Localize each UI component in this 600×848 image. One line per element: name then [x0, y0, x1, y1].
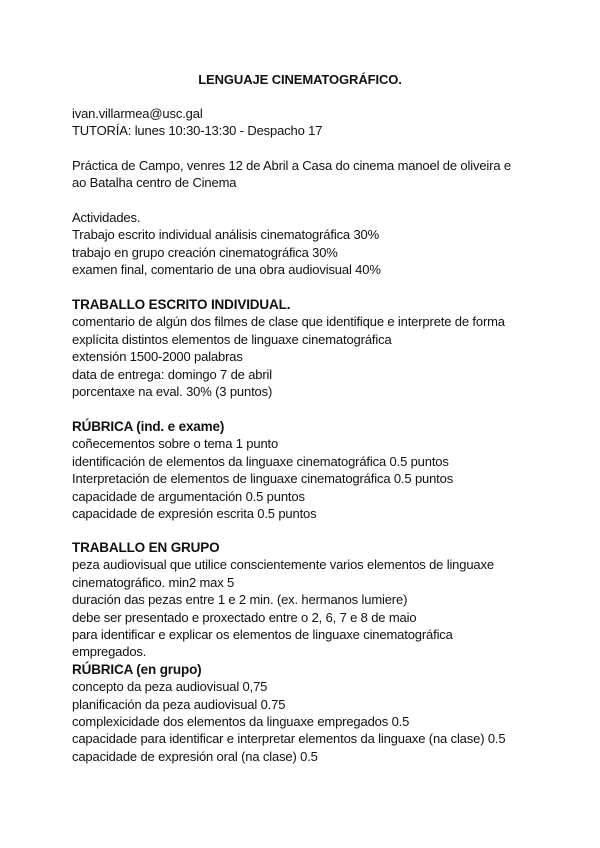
- section-line: duración das pezas entre 1 e 2 min. (ex. hermanos lumiere): [72, 592, 408, 608]
- actividad-item: trabajo en grupo creación cinematográfica 30%: [72, 244, 338, 260]
- rubric-item: capacidade de expresión escrita 0.5 puntos: [72, 506, 317, 522]
- contact-email: ivan.villarmea@usc.gal: [72, 106, 203, 121]
- practica-campo-block: [72, 157, 572, 192]
- rubric-item: planificación da peza audiovisual 0.75: [72, 696, 286, 712]
- section-line: para identificar e explicar os elementos de linguaxe cinematográfica: [72, 627, 453, 643]
- section-line: peza audiovisual que utilice conscientemente varios elementos de linguaxe: [72, 557, 494, 573]
- traballo-individual-section: [72, 296, 572, 400]
- actividades-block: [72, 209, 572, 279]
- section-line: explícita distintos elementos de linguaxe cinematográfica: [72, 331, 392, 347]
- section-line: comentario de algún dos filmes de clase que identifique e interprete de forma: [72, 314, 505, 330]
- practica-line: ao Batalha centro de Cinema: [72, 175, 237, 191]
- practica-line: Práctica de Campo, venres 12 de Abril a Casa do cinema manoel de oliveira e: [72, 158, 511, 173]
- actividades-heading: Actividades.: [72, 210, 141, 225]
- actividad-item: examen final, comentario de una obra audiovisual 40%: [72, 262, 381, 278]
- section-line: data de entrega: domingo 7 de abril: [72, 366, 273, 382]
- contact-block: [72, 105, 572, 140]
- traballo-grupo-section: [72, 539, 572, 765]
- section-line: debe ser presentado e proxectado entre o 2, 6, 7 e 8 de maio: [72, 609, 417, 625]
- section-line: cinematográfico. min2 max 5: [72, 574, 235, 590]
- rubric-item: capacidade para identificar e interpretar elementos da linguaxe (na clase) 0.5: [72, 731, 506, 747]
- section-line: porcentaxe na eval. 30% (3 puntos): [72, 384, 273, 400]
- section-line: empregados.: [72, 644, 147, 660]
- rubric-item: concepto da peza audiovisual 0,75: [72, 679, 268, 695]
- document-title: LENGUAJE CINEMATOGRÁFICO.: [198, 72, 402, 87]
- rubric-item: identificación de elementos da linguaxe cinematográfica 0.5 puntos: [72, 453, 449, 469]
- section-heading: RÚBRICA (en grupo): [72, 661, 202, 677]
- rubric-item: Interpretación de elementos de linguaxe cinematográfica 0.5 puntos: [72, 471, 454, 487]
- rubrica-individual-section: [72, 418, 572, 522]
- actividad-item: Trabajo escrito individual análisis cinematográfica 30%: [72, 227, 380, 243]
- section-line: extensión 1500-2000 palabras: [72, 349, 243, 365]
- rubric-item: capacidade de argumentación 0.5 puntos: [72, 488, 305, 504]
- rubric-item: complexicidade dos elementos da linguaxe empregados 0.5: [72, 714, 410, 730]
- section-heading: TRABALLO EN GRUPO: [72, 540, 220, 555]
- section-heading: TRABALLO ESCRITO INDIVIDUAL.: [72, 297, 291, 312]
- tutoria-hours: TUTORÍA: lunes 10:30-13:30 - Despacho 17: [72, 123, 323, 139]
- rubric-item: coñecementos sobre o tema 1 punto: [72, 436, 279, 452]
- section-heading: RÚBRICA (ind. e exame): [72, 419, 225, 434]
- rubric-item: capacidade de expresión oral (na clase) 0.5: [72, 748, 318, 764]
